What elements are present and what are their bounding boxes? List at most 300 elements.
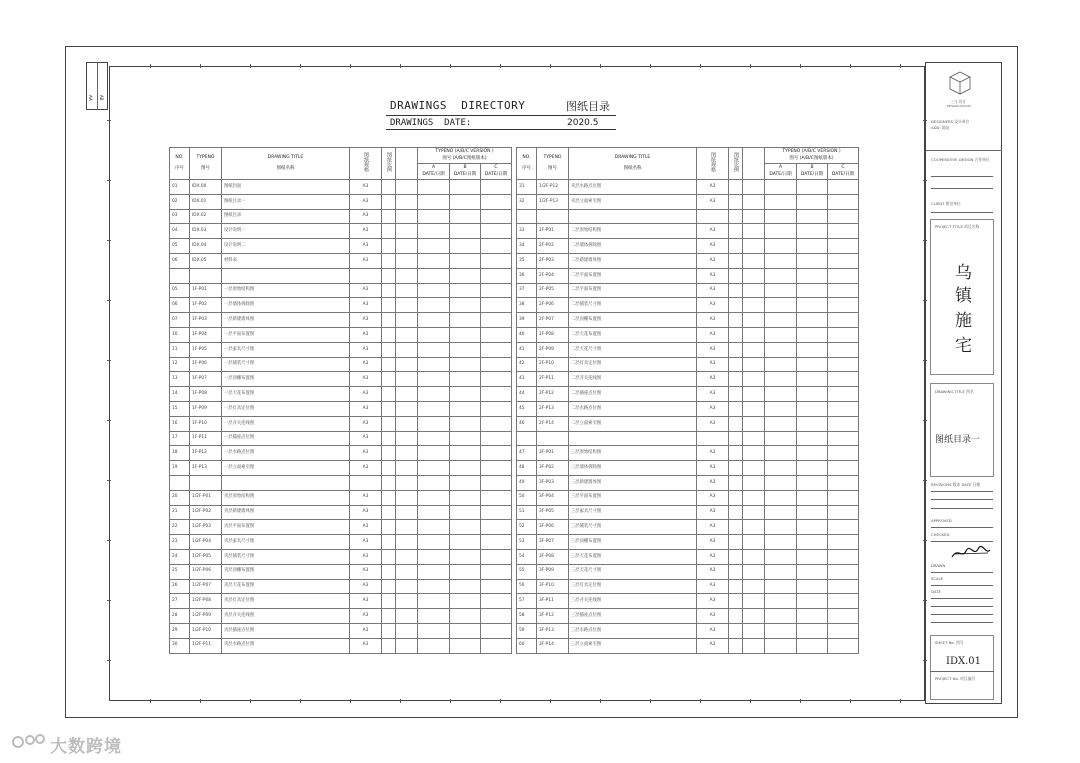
row-version-c [828, 194, 859, 209]
row-scale [382, 623, 396, 638]
watermark-logo [10, 731, 50, 753]
row-size: A3 [697, 401, 729, 416]
row-scale-value [396, 224, 418, 239]
row-version-a [765, 594, 797, 609]
row-version-b [797, 520, 828, 535]
row-size: A3 [350, 327, 382, 342]
row-version-a [765, 283, 797, 298]
address-label: ADD: 地址 [931, 125, 950, 130]
row-title: 夹层平面布置图 [222, 520, 350, 535]
header-underline [386, 115, 616, 116]
row-title: 材料表 [222, 253, 350, 268]
row-version-a [765, 475, 797, 490]
row-typeno: IDX.05 [190, 253, 222, 268]
row-version-b [797, 623, 828, 638]
checked-label: CHECKED [931, 532, 950, 537]
row-version-a [418, 209, 450, 224]
row-no: 23 [170, 535, 190, 550]
row-version-a [418, 253, 450, 268]
row-title: 三层开关连线图 [569, 594, 697, 609]
row-version-a [418, 224, 450, 239]
row-scale-value [743, 475, 765, 490]
row-size: A3 [350, 313, 382, 328]
row-title: 二层平面布置图 [569, 268, 697, 283]
row-scale [729, 461, 743, 476]
row-size: A3 [350, 298, 382, 313]
row-version-b [797, 239, 828, 254]
row-version-c [481, 313, 512, 328]
row-scale-value [743, 505, 765, 520]
row-typeno: 1/2F-P05 [190, 549, 222, 564]
tb-line-n [931, 622, 993, 623]
row-typeno: 1/2F-P11 [190, 638, 222, 653]
row-title: 三层平面布置图 [569, 490, 697, 505]
row-scale-value [743, 194, 765, 209]
row-size: A3 [350, 372, 382, 387]
frame-tick [107, 420, 111, 421]
row-typeno: 2F-P09 [537, 342, 569, 357]
row-scale-value [396, 623, 418, 638]
row-no: 03 [170, 209, 190, 224]
row-version-a [418, 446, 450, 461]
row-version-c [828, 224, 859, 239]
row-no: 56 [517, 579, 537, 594]
row-scale [382, 475, 396, 490]
row-scale [729, 564, 743, 579]
row-scale [382, 253, 396, 268]
row-typeno: 3F-P08 [537, 549, 569, 564]
row-title [569, 209, 697, 224]
row-version-b [797, 446, 828, 461]
row-version-c [481, 224, 512, 239]
row-scale-value [743, 520, 765, 535]
row-version-c [828, 298, 859, 313]
frame-tick [350, 64, 351, 68]
left-binding-divider [97, 62, 98, 110]
table-row [517, 209, 859, 224]
header-col-a: A DATE/日期 [418, 164, 450, 180]
row-typeno: 3F-P04 [537, 490, 569, 505]
header-col-c: C DATE/日期 [481, 164, 512, 180]
tb-line-d [931, 491, 993, 492]
row-size: A3 [350, 520, 382, 535]
row-version-a [765, 298, 797, 313]
row-scale-value [743, 357, 765, 372]
table-row [517, 490, 859, 505]
table-row [517, 283, 859, 298]
row-title: 二层天花布置图 [569, 327, 697, 342]
row-typeno: IDX.04 [190, 239, 222, 254]
frame-tick [750, 64, 751, 68]
row-no: 05 [170, 239, 190, 254]
row-version-b [450, 520, 481, 535]
row-title: 一层灯具定位图 [222, 401, 350, 416]
row-version-b [450, 638, 481, 653]
row-version-c [828, 535, 859, 550]
row-version-a [765, 180, 797, 195]
tb-line-g [931, 527, 993, 528]
row-typeno: 3F-P11 [537, 594, 569, 609]
row-scale [729, 298, 743, 313]
row-version-c [828, 446, 859, 461]
tb-line-m [931, 614, 993, 615]
row-typeno: 1F-P02 [190, 298, 222, 313]
row-no: 01 [170, 180, 190, 195]
date-label: DATE [931, 589, 941, 594]
row-no: 25 [170, 564, 190, 579]
row-version-a [418, 431, 450, 446]
frame-tick [900, 699, 901, 703]
row-scale-value [396, 327, 418, 342]
row-title: 三层水路点位图 [569, 623, 697, 638]
row-scale [729, 609, 743, 624]
row-title: 三层家具尺寸图 [569, 505, 697, 520]
row-title: 三层原始结构图 [569, 446, 697, 461]
row-version-c [481, 446, 512, 461]
row-scale [729, 253, 743, 268]
row-version-a [418, 387, 450, 402]
frame-tick [300, 699, 301, 703]
row-typeno: 1/2F-P02 [190, 505, 222, 520]
row-version-a [418, 372, 450, 387]
row-size: A3 [350, 239, 382, 254]
row-version-c [481, 239, 512, 254]
row-scale [729, 549, 743, 564]
row-scale [382, 564, 396, 579]
frame-tick [550, 64, 551, 68]
row-version-a [765, 446, 797, 461]
row-scale-value [743, 387, 765, 402]
table-row [517, 461, 859, 476]
row-version-c [481, 431, 512, 446]
row-no: 57 [517, 594, 537, 609]
row-scale-value [743, 327, 765, 342]
row-title: 夹层插座点位图 [222, 623, 350, 638]
row-typeno: 1F-P07 [190, 372, 222, 387]
row-title: 三层铺装尺寸图 [569, 520, 697, 535]
row-scale-value [743, 594, 765, 609]
row-version-c [481, 594, 512, 609]
row-version-c [828, 313, 859, 328]
row-title: 三层天花尺寸图 [569, 564, 697, 579]
row-typeno: 3F-P13 [537, 623, 569, 638]
row-title: 夹层天花布置图 [222, 579, 350, 594]
row-scale-value [396, 490, 418, 505]
row-version-c [828, 549, 859, 564]
row-version-c [481, 623, 512, 638]
row-scale [729, 401, 743, 416]
row-size: A3 [697, 609, 729, 624]
row-typeno: 1/2F-P09 [190, 609, 222, 624]
table-row [517, 327, 859, 342]
row-version-a [418, 490, 450, 505]
row-scale [729, 638, 743, 653]
row-typeno: 1F-P01 [190, 283, 222, 298]
row-title: 二层立面索引图 [569, 416, 697, 431]
row-size: A3 [697, 239, 729, 254]
row-version-a [418, 579, 450, 594]
row-size [697, 431, 729, 446]
row-scale [729, 535, 743, 550]
row-version-b [450, 342, 481, 357]
row-scale [382, 298, 396, 313]
row-typeno: IDX.02 [190, 209, 222, 224]
row-version-b [797, 253, 828, 268]
row-no: 44 [517, 387, 537, 402]
row-no: 17 [170, 431, 190, 446]
row-title: 三层新建墙体图 [569, 475, 697, 490]
row-scale-value [743, 401, 765, 416]
table-row [517, 520, 859, 535]
row-version-c [828, 283, 859, 298]
row-scale-value [743, 209, 765, 224]
row-title: 夹层铺装尺寸图 [222, 549, 350, 564]
row-scale [729, 505, 743, 520]
table-row [170, 357, 512, 372]
row-version-b [797, 194, 828, 209]
watermark-icon [10, 731, 50, 753]
row-version-a [418, 194, 450, 209]
row-typeno: 2F-P05 [537, 283, 569, 298]
row-typeno: 1F-P05 [190, 342, 222, 357]
row-scale-value [743, 372, 765, 387]
row-typeno: IDX.00 [190, 180, 222, 195]
table-row [517, 638, 859, 653]
row-version-c [481, 579, 512, 594]
row-scale [382, 180, 396, 195]
table-row [517, 194, 859, 209]
row-version-b [450, 194, 481, 209]
watermark-text: 大数跨境 [50, 737, 122, 757]
sheet-no-label: SHEET No. 图号 [935, 640, 964, 645]
row-scale-value [396, 342, 418, 357]
frame-tick [650, 699, 651, 703]
row-version-c [828, 268, 859, 283]
row-scale-value [396, 638, 418, 653]
frame-tick [600, 699, 601, 703]
row-scale [382, 194, 396, 209]
row-version-b [450, 505, 481, 520]
row-title: 夹层新建墙体图 [222, 505, 350, 520]
row-size: A3 [697, 194, 729, 209]
row-no: 59 [517, 623, 537, 638]
row-version-a [765, 461, 797, 476]
header-scale-value [743, 148, 765, 180]
table-row [170, 372, 512, 387]
row-version-a [765, 579, 797, 594]
table-row [170, 401, 512, 416]
row-typeno: 3F-P12 [537, 609, 569, 624]
frame-tick [923, 540, 927, 541]
frame-tick [107, 240, 111, 241]
row-scale-value [743, 609, 765, 624]
row-title: 二层插座点位图 [569, 387, 697, 402]
table-row [517, 253, 859, 268]
table-row [170, 194, 512, 209]
designers-label: DESIGNERS 设计单位 [931, 119, 970, 124]
row-size: A3 [697, 342, 729, 357]
row-no: 60 [517, 638, 537, 653]
row-version-b [797, 505, 828, 520]
row-no: 19 [170, 461, 190, 476]
project-no-label: PROJECT No. 项目编号 [935, 676, 976, 681]
row-no: 45 [517, 401, 537, 416]
row-version-b [450, 461, 481, 476]
row-version-a [418, 549, 450, 564]
row-typeno: 2F-P14 [537, 416, 569, 431]
row-size: A3 [350, 579, 382, 594]
row-version-c [828, 342, 859, 357]
row-scale-value [396, 194, 418, 209]
frame-tick [350, 699, 351, 703]
frame-tick [650, 64, 651, 68]
row-version-a [418, 298, 450, 313]
row-version-c [481, 342, 512, 357]
row-title: 夹层家具尺寸图 [222, 535, 350, 550]
row-title: 一层家具尺寸图 [222, 342, 350, 357]
header-col-b: B DATE/日期 [450, 164, 481, 180]
row-version-a [765, 549, 797, 564]
row-version-b [797, 387, 828, 402]
row-version-b [450, 579, 481, 594]
frame-tick [450, 699, 451, 703]
row-scale-value [743, 431, 765, 446]
row-version-c [481, 609, 512, 624]
row-version-b [450, 268, 481, 283]
row-typeno: 1F-P11 [190, 431, 222, 446]
row-version-a [418, 564, 450, 579]
row-scale [729, 475, 743, 490]
row-version-b [450, 535, 481, 550]
row-version-a [418, 313, 450, 328]
row-typeno [190, 268, 222, 283]
row-scale [382, 505, 396, 520]
row-version-a [765, 387, 797, 402]
row-no [170, 268, 190, 283]
row-no: 36 [517, 268, 537, 283]
row-version-a [765, 239, 797, 254]
row-scale [729, 372, 743, 387]
row-no: 42 [517, 357, 537, 372]
row-size: A3 [350, 253, 382, 268]
header-version: TYPENO (A/B/C VERSION ) 图号 (A/B/C图纸版本) [765, 148, 859, 164]
row-scale-value [743, 416, 765, 431]
frame-tick [900, 64, 901, 68]
row-version-a [765, 401, 797, 416]
row-scale-value [743, 313, 765, 328]
row-scale [729, 239, 743, 254]
row-scale [729, 357, 743, 372]
row-scale [729, 180, 743, 195]
row-scale-value [743, 342, 765, 357]
row-scale-value [396, 475, 418, 490]
row-scale [729, 327, 743, 342]
row-typeno: 3F-P02 [537, 461, 569, 476]
drawing-title-label: DRAWING TITLE 图名 [935, 389, 974, 394]
header-col-a: A DATE/日期 [765, 164, 797, 180]
row-size: A3 [697, 579, 729, 594]
row-version-c [481, 180, 512, 195]
table-row [517, 342, 859, 357]
frame-tick [300, 64, 301, 68]
row-typeno: 2F-P11 [537, 372, 569, 387]
row-title: 二层开关连线图 [569, 372, 697, 387]
row-scale-value [743, 461, 765, 476]
frame-tick [850, 699, 851, 703]
table-row [170, 416, 512, 431]
table-row [517, 268, 859, 283]
row-typeno: 3F-P06 [537, 520, 569, 535]
row-size: A3 [697, 387, 729, 402]
row-typeno [537, 431, 569, 446]
row-version-b [450, 387, 481, 402]
row-version-c [828, 416, 859, 431]
row-version-c [481, 520, 512, 535]
row-version-a [418, 416, 450, 431]
row-scale [729, 313, 743, 328]
row-version-b [797, 327, 828, 342]
tb-line-k [931, 598, 993, 599]
table-row [170, 180, 512, 195]
row-version-b [450, 609, 481, 624]
frame-tick [400, 64, 401, 68]
row-scale [382, 535, 396, 550]
frame-tick [107, 300, 111, 301]
row-title [222, 475, 350, 490]
row-version-b [797, 490, 828, 505]
row-scale [382, 594, 396, 609]
row-title: 一层立面索引图 [222, 461, 350, 476]
row-typeno: 3F-P05 [537, 505, 569, 520]
row-scale [729, 490, 743, 505]
tb-line-j [931, 585, 993, 586]
row-version-b [450, 327, 481, 342]
frame-tick [700, 699, 701, 703]
row-title: 夹层开关连线图 [222, 609, 350, 624]
row-no [517, 431, 537, 446]
drawings-date-value: 2020.5 [567, 118, 599, 128]
row-scale-value [396, 298, 418, 313]
row-version-a [418, 180, 450, 195]
row-size: A3 [350, 535, 382, 550]
row-no: 05 [170, 283, 190, 298]
row-scale [729, 431, 743, 446]
row-scale-value [396, 209, 418, 224]
row-typeno: 2F-P04 [537, 268, 569, 283]
row-typeno: 2F-P06 [537, 298, 569, 313]
header-typeno: TYPENO 图号 [190, 148, 222, 180]
row-size: A3 [697, 594, 729, 609]
project-title-label: PROJECT TITLE 项目名称 [935, 224, 980, 229]
table-row [170, 475, 512, 490]
row-scale-value [396, 461, 418, 476]
row-scale [382, 239, 396, 254]
row-version-b [797, 535, 828, 550]
frame-tick [107, 360, 111, 361]
row-no: 54 [517, 549, 537, 564]
row-no: 35 [517, 253, 537, 268]
row-no [170, 475, 190, 490]
row-title: 一层顶棚布置图 [222, 372, 350, 387]
row-title: 图纸封面 [222, 180, 350, 195]
row-title: 二层灯具定位图 [569, 357, 697, 372]
table-row [517, 594, 859, 609]
row-scale [382, 401, 396, 416]
row-version-b [797, 224, 828, 239]
tb-line-b [931, 188, 993, 189]
sheet-no: IDX.01 [946, 656, 981, 667]
row-typeno: 1/2F-P06 [190, 564, 222, 579]
